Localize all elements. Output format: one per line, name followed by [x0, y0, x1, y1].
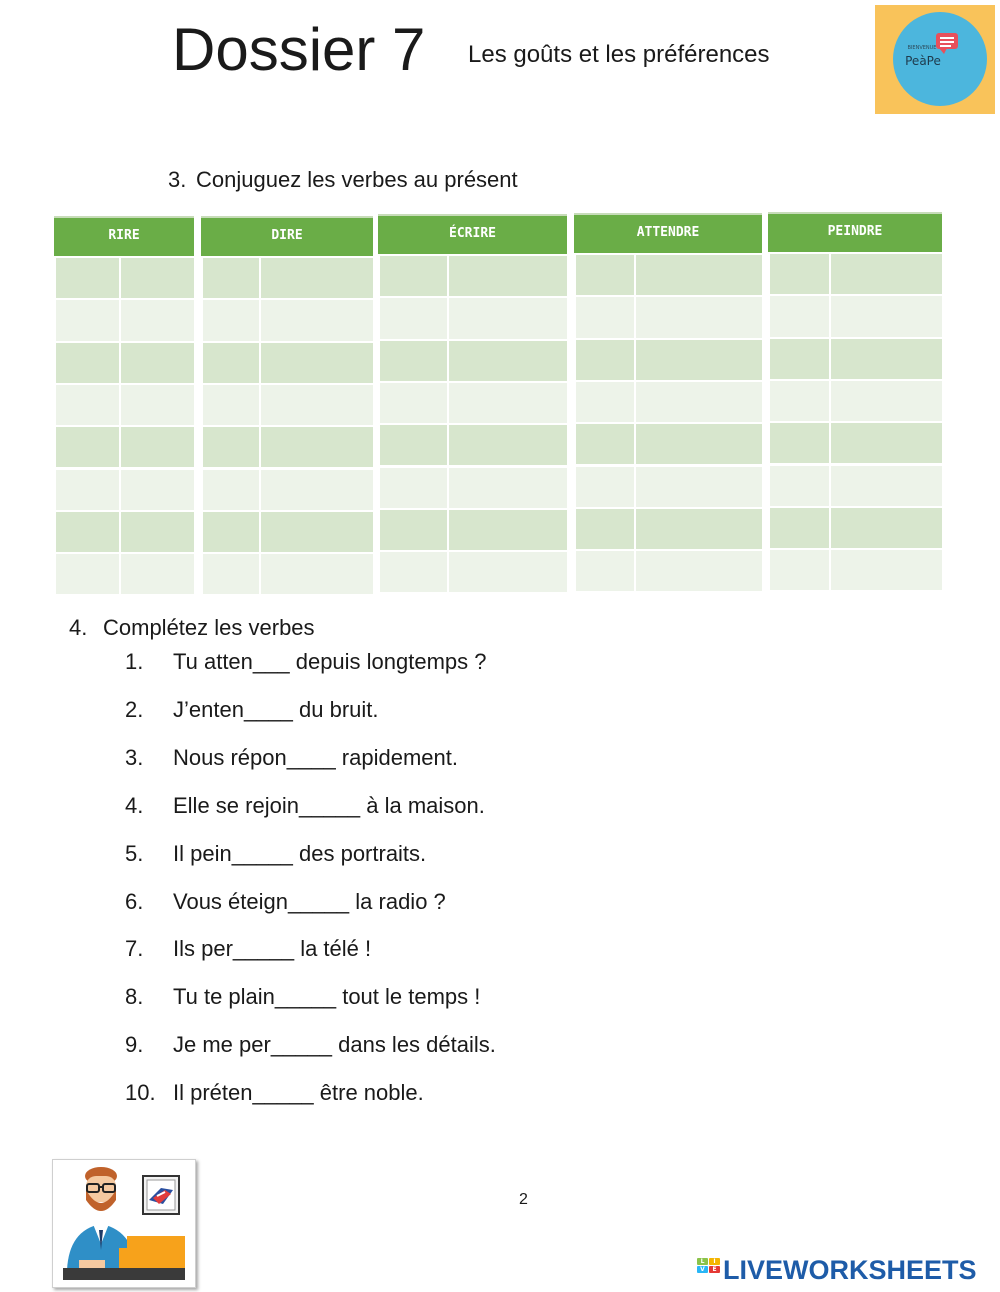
verb-column [574, 213, 762, 591]
section-4-heading [69, 614, 315, 642]
conjugation-cell[interactable] [447, 466, 567, 508]
conjugation-cell[interactable] [829, 506, 942, 548]
pronoun-cell [574, 422, 634, 464]
pronoun-cell [54, 510, 119, 552]
logo-word: PeàPe [905, 54, 941, 68]
conjugation-cell[interactable] [119, 256, 194, 298]
exercise-number: 2. [125, 696, 144, 722]
conjugation-cell[interactable] [829, 294, 942, 336]
conjugation-cell[interactable] [259, 341, 373, 383]
school-logo [875, 5, 995, 114]
brand-block: E [709, 1266, 720, 1273]
logo-small-text: BIENVENUE [907, 45, 937, 51]
pronoun-cell [201, 298, 259, 340]
conjugation-cell[interactable] [634, 295, 762, 337]
exercise-number: 6. [125, 888, 144, 914]
exercise-sentence[interactable]: Nous répon____ rapidement. [173, 744, 458, 770]
conjugation-cell[interactable] [119, 341, 194, 383]
conjugation-cell[interactable] [634, 380, 762, 422]
conjugation-cell[interactable] [259, 510, 373, 552]
conjugation-cell[interactable] [119, 425, 194, 467]
pronoun-cell [54, 552, 119, 594]
pronoun-cell [201, 468, 259, 510]
verb-header: RIRE [54, 216, 194, 258]
exercise-sentence[interactable]: J’enten____ du bruit. [173, 696, 379, 722]
conjugation-cell[interactable] [259, 425, 373, 467]
pronoun-cell [574, 338, 634, 380]
exercise-number: 9. [125, 1032, 144, 1058]
pronoun-cell [54, 425, 119, 467]
pronoun-cell [54, 298, 119, 340]
pronoun-cell [574, 253, 634, 295]
section-instruction: Complétez les verbes [103, 615, 315, 640]
pronoun-cell [201, 510, 259, 552]
page-number: 2 [519, 1191, 528, 1208]
conjugation-cell[interactable] [259, 383, 373, 425]
conjugation-cell[interactable] [259, 552, 373, 594]
pronoun-cell [54, 468, 119, 510]
brand-name: LIVEWORKSHEETS [723, 1255, 977, 1285]
conjugation-cell[interactable] [447, 381, 567, 423]
exercise-number: 1. [125, 649, 144, 674]
conjugation-cell[interactable] [634, 507, 762, 549]
conjugation-cell[interactable] [634, 253, 762, 295]
exercise-item [125, 744, 458, 772]
exercise-number: 10. [125, 1080, 156, 1106]
pronoun-cell [378, 550, 447, 592]
pronoun-cell [378, 296, 447, 338]
pronoun-cell [768, 379, 829, 421]
pronoun-cell [201, 425, 259, 467]
pronoun-cell [768, 548, 829, 590]
brand-block: L [697, 1258, 708, 1265]
pronoun-cell [378, 339, 447, 381]
pronoun-cell [768, 337, 829, 379]
conjugation-cell[interactable] [447, 339, 567, 381]
section-number: 3. [168, 167, 187, 192]
pronoun-cell [574, 507, 634, 549]
pronoun-cell [378, 254, 447, 296]
pronoun-cell [768, 294, 829, 336]
exercise-item [125, 696, 379, 724]
pronoun-cell [378, 381, 447, 423]
conjugation-cell[interactable] [634, 338, 762, 380]
teacher-illustration [52, 1159, 196, 1288]
conjugation-cell[interactable] [119, 552, 194, 594]
exercise-number: 3. [125, 744, 144, 770]
page-subtitle: Les goûts et les préférences [468, 41, 770, 68]
verb-column [54, 216, 194, 594]
conjugation-cell[interactable] [634, 549, 762, 591]
pronoun-cell [574, 465, 634, 507]
pronoun-cell [768, 252, 829, 294]
exercise-number: 8. [125, 984, 144, 1010]
conjugation-cell[interactable] [447, 508, 567, 550]
exercise-item [125, 935, 371, 963]
conjugation-cell[interactable] [119, 468, 194, 510]
conjugation-cell[interactable] [119, 383, 194, 425]
exercise-sentence[interactable]: Tu te plain_____ tout le temps ! [173, 984, 481, 1010]
exercise-sentence[interactable]: Ils per_____ la télé ! [173, 936, 372, 962]
exercise-number: 5. [125, 840, 144, 866]
section-3-heading [168, 166, 518, 194]
pronoun-cell [201, 383, 259, 425]
exercise-item [125, 1079, 424, 1107]
brand-block: V [697, 1266, 708, 1273]
exercise-sentence[interactable]: Il préten_____ être noble. [173, 1080, 424, 1106]
conjugation-cell[interactable] [829, 464, 942, 506]
pronoun-cell [54, 341, 119, 383]
exercise-item [125, 983, 480, 1011]
verb-column [201, 216, 373, 594]
exercise-item [125, 1031, 496, 1059]
pronoun-cell [201, 552, 259, 594]
conjugation-cell[interactable] [259, 468, 373, 510]
pronoun-cell [201, 341, 259, 383]
brand-block: I [709, 1258, 720, 1265]
exercise-item [125, 648, 487, 676]
conjugation-cell[interactable] [259, 298, 373, 340]
exercise-item [125, 888, 446, 916]
verb-column [768, 212, 942, 590]
conjugation-cell[interactable] [829, 252, 942, 294]
conjugation-cell[interactable] [634, 422, 762, 464]
pronoun-cell [54, 256, 119, 298]
pronoun-cell [378, 466, 447, 508]
exercise-sentence[interactable]: Il pein_____ des portraits. [173, 840, 427, 866]
conjugation-cell[interactable] [119, 510, 194, 552]
conjugation-cell[interactable] [634, 465, 762, 507]
exercise-number: 4. [125, 792, 144, 818]
conjugation-cell[interactable] [447, 296, 567, 338]
verb-header: ÉCRIRE [378, 214, 567, 256]
conjugation-cell[interactable] [829, 379, 942, 421]
exercise-sentence[interactable]: Je me per_____ dans les détails. [173, 1032, 496, 1058]
exercise-item [125, 840, 426, 868]
page-title: Dossier 7 [172, 16, 426, 83]
conjugation-cell[interactable] [259, 256, 373, 298]
speech-bubble-icon [936, 33, 958, 49]
conjugation-cell[interactable] [447, 254, 567, 296]
pronoun-cell [378, 423, 447, 465]
exercise-item [125, 792, 485, 820]
pronoun-cell [768, 421, 829, 463]
conjugation-cell[interactable] [829, 421, 942, 463]
conjugation-cell[interactable] [447, 423, 567, 465]
section-instruction: Conjuguez les verbes au présent [196, 167, 518, 192]
exercise-sentence[interactable]: Elle se rejoin_____ à la maison. [173, 792, 485, 818]
conjugation-cell[interactable] [447, 550, 567, 592]
verb-header: DIRE [201, 216, 373, 258]
exercise-sentence[interactable]: Tu atten___ depuis longtemps ? [173, 649, 487, 674]
verb-header: ATTENDRE [574, 213, 762, 255]
pronoun-cell [574, 549, 634, 591]
exercise-sentence[interactable]: Vous éteign_____ la radio ? [173, 888, 446, 914]
pronoun-cell [574, 295, 634, 337]
pronoun-cell [378, 508, 447, 550]
verb-column [378, 214, 567, 592]
verb-header: PEINDRE [768, 212, 942, 254]
conjugation-cell[interactable] [829, 337, 942, 379]
pronoun-cell [768, 506, 829, 548]
conjugation-cell[interactable] [829, 548, 942, 590]
pronoun-cell [574, 380, 634, 422]
exercise-number: 7. [125, 936, 144, 962]
liveworksheets-blocks-icon [697, 1258, 721, 1282]
section-number: 4. [69, 615, 88, 640]
pronoun-cell [768, 464, 829, 506]
conjugation-cell[interactable] [119, 298, 194, 340]
pronoun-cell [54, 383, 119, 425]
pronoun-cell [201, 256, 259, 298]
